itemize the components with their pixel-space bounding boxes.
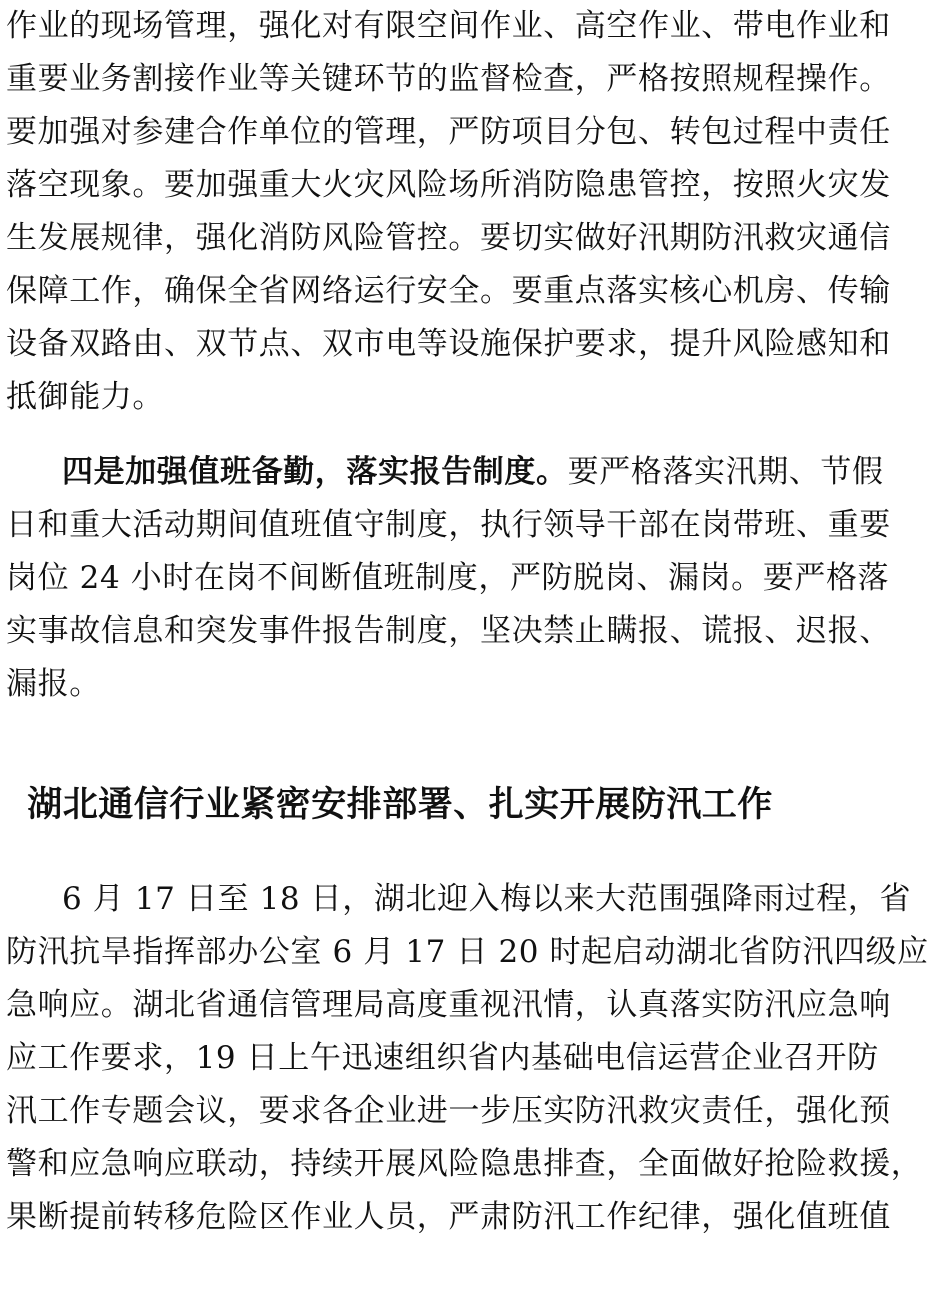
article-title: 湖北通信行业紧密安排部署、扎实开展防汛工作: [27, 785, 773, 825]
paragraph-3-line-4: 应工作要求，19 日上午迅速组织省内基础电信运营企业召开防: [6, 1040, 879, 1076]
paragraph-3-line-3: 急响应。湖北省通信管理局高度重视汛情，认真落实防汛应急响: [6, 987, 891, 1023]
paragraph-2-line-5: 漏报。: [6, 666, 101, 702]
paragraph-1-line-7: 设备双路由、双节点、双市电等设施保护要求，提升风险感知和: [6, 326, 891, 362]
paragraph-2-line-2: 日和重大活动期间值班值守制度，执行领导干部在岗带班、重要: [6, 507, 891, 543]
paragraph-3-line-7: 果断提前转移危险区作业人员，严肃防汛工作纪律，强化值班值: [6, 1199, 891, 1235]
paragraph-1-line-1: 作业的现场管理，强化对有限空间作业、高空作业、带电作业和: [6, 8, 891, 44]
paragraph-2-line-4: 实事故信息和突发事件报告制度，坚决禁止瞒报、谎报、迟报、: [6, 613, 891, 649]
paragraph-1-line-4: 落空现象。要加强重大火灾风险场所消防隐患管控，按照火灾发: [6, 167, 891, 203]
paragraph-3-line-1: 6 月 17 日至 18 日，湖北迎入梅以来大范围强降雨过程，省: [62, 881, 912, 917]
paragraph-3-line-5: 汛工作专题会议，要求各企业进一步压实防汛救灾责任，强化预: [6, 1093, 891, 1129]
paragraph-1-line-6: 保障工作，确保全省网络运行安全。要重点落实核心机房、传输: [6, 273, 891, 309]
paragraph-1-line-8: 抵御能力。: [6, 379, 164, 415]
paragraph-2-line-3: 岗位 24 小时在岗不间断值班制度，严防脱岗、漏岗。要严格落: [6, 560, 890, 596]
paragraph-3-line-2: 防汛抗旱指挥部办公室 6 月 17 日 20 时起启动湖北省防汛四级应: [6, 934, 929, 970]
paragraph-2-line-1: [62, 450, 884, 494]
paragraph-3-line-6: 警和应急响应联动，持续开展风险隐患排查，全面做好抢险救援，: [6, 1146, 923, 1182]
paragraph-1-line-5: 生发展规律，强化消防风险管控。要切实做好汛期防汛救灾通信: [6, 220, 891, 256]
paragraph-1-line-3: 要加强对参建合作单位的管理，严防项目分包、转包过程中责任: [6, 114, 891, 150]
paragraph-2-heading: 四是加强值班备勤，落实报告制度。: [62, 454, 568, 490]
paragraph-2-line-1-rest: 要严格落实汛期、节假: [567, 454, 884, 490]
paragraph-1-line-2: 重要业务割接作业等关键环节的监督检查，严格按照规程操作。: [6, 61, 891, 97]
